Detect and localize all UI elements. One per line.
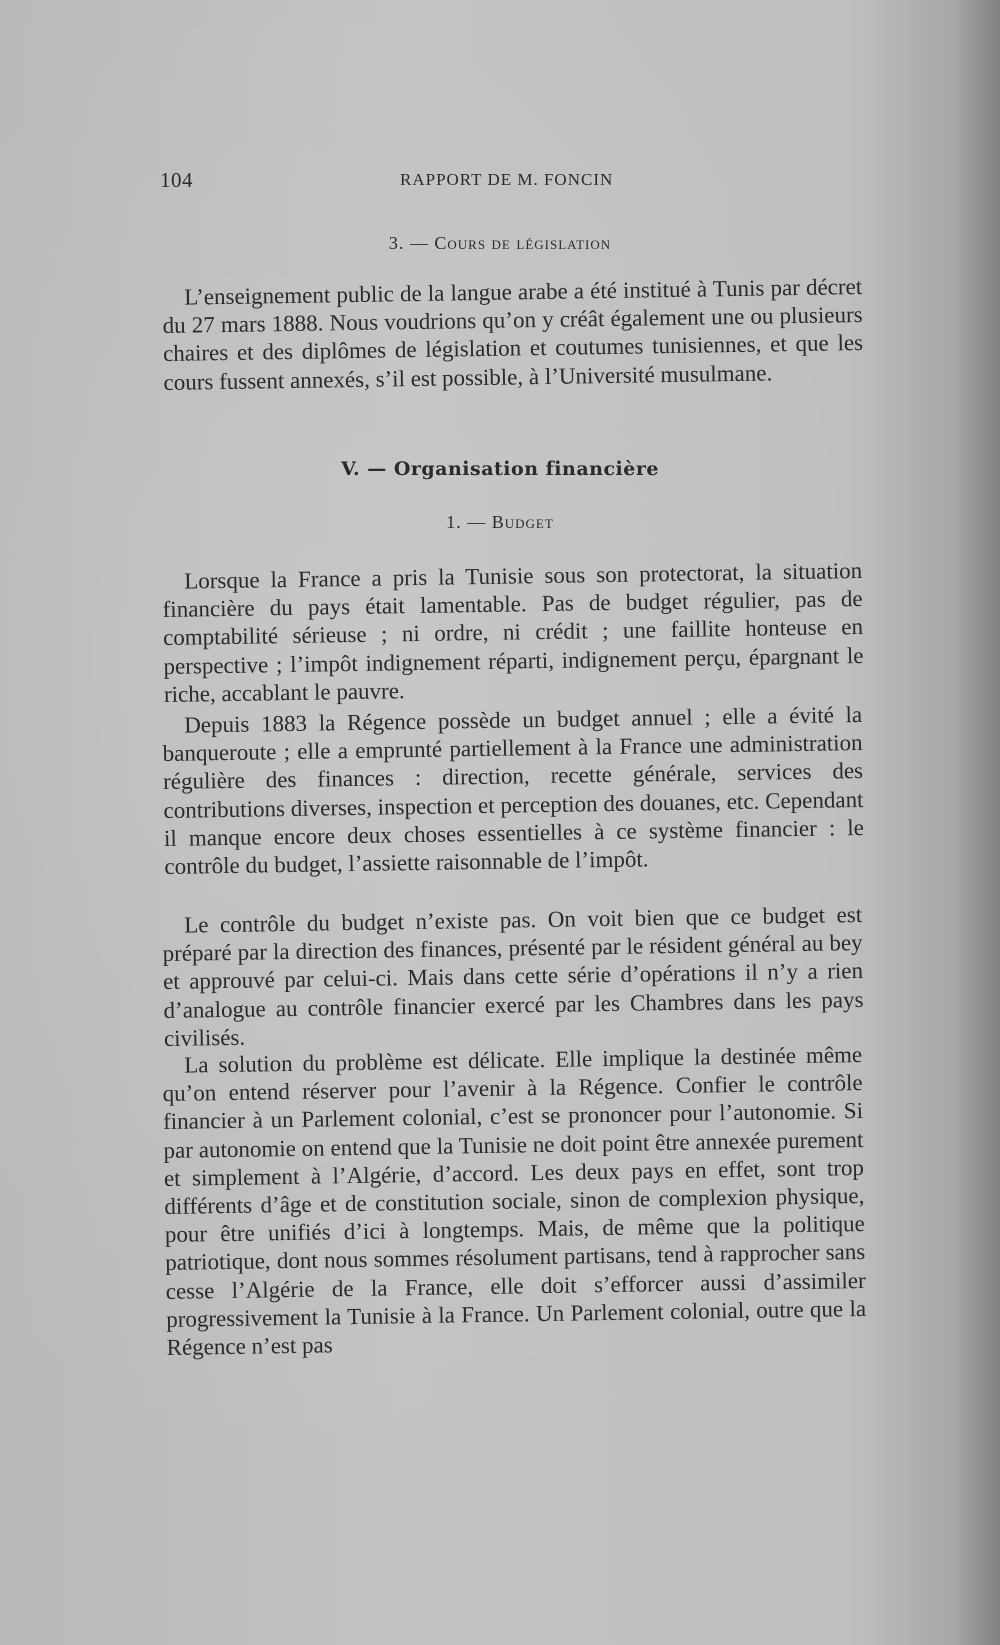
budget-paragraph-1: Lorsque la France a pris la Tunisie sous son protectorat, la situation financière du pays était lamentable. Pas de budget régulier, pas de comptabilité sérieuse ; ni ordre, ni crédit ; une faillite honteuse en perspective ; l’impôt indignement réparti, indignement perçu, épargnant le riche, accablant le pauvre. (162, 558, 864, 707)
page-edge-shadow (955, 0, 1000, 1645)
running-title: RAPPORT DE M. FONCIN (400, 170, 614, 189)
courses-heading-number: 3. — (388, 233, 429, 253)
courses-heading (160, 233, 840, 254)
budget-heading-number: 1. — (446, 512, 487, 532)
budget-heading (160, 512, 840, 533)
budget-heading-title: Budget (491, 512, 554, 532)
budget-paragraph-3: Le contrôle du budget n’existe pas. On voit bien que ce budget est préparé par la direction des finances, présenté par le résident général au bey et approuvé par celui-ci. Mais dans cette série d’opérations il n’y a rien d’analogue au contrôle financier exercé par les Chambres dans les pays civilisés. (162, 902, 864, 1051)
budget-paragraph-2: Depuis 1883 la Régence possède un budget annuel ; elle a évité la banqueroute ; elle a emprunté partiellement à la France une administration régulière des finances : direction, recette générale, services des contributions diverses, inspection et perception des douanes, etc. Cependant il manque encore deux choses essentielles à ce système financier : le contrôle du budget, l’assiette raisonnable de l’impôt. (162, 702, 865, 879)
page-number: 104 (160, 168, 193, 192)
budget-paragraph-4: La solution du problème est délicate. Elle implique la destinée même qu’on entend réserver pour l’avenir à la Régence. Confier le contrôle financier à un Parlement colonial, c’est se prononcer pour l’autonomie. Si par autonomie on entend que la Tunisie ne doit point être annexée purement et simplement à l’Algérie, d’accord. Les deux pays en effet, sont trop différents d’âge et de constitution sociale, sinon de complexion physique, pour être unifiés d’ici à longtemps. Mais, de même que la politique patriotique, dont nous sommes résolument partisans, tend à rapprocher sans cesse l’Algérie de la France, elle doit s’efforcer aussi d’assimiler progressivement la Tunisie à la France. Un Parlement colonial, outre que la Régence n’est pas (162, 1042, 867, 1360)
finance-section-title: V. — Organisation financière (341, 458, 659, 480)
courses-heading-title: Cours de législation (434, 233, 612, 253)
courses-paragraph: L’enseignement public de la langue arabe a été institué à Tunis par décret du 27 mars 1888. Nous voudrions qu’on y créât également une ou plusieurs chaires et des diplômes de législation et coutumes tunisiennes, et que les cours fussent annexés, s’il est possible, à l’Université musulmane. (162, 274, 864, 395)
running-header (160, 168, 840, 194)
